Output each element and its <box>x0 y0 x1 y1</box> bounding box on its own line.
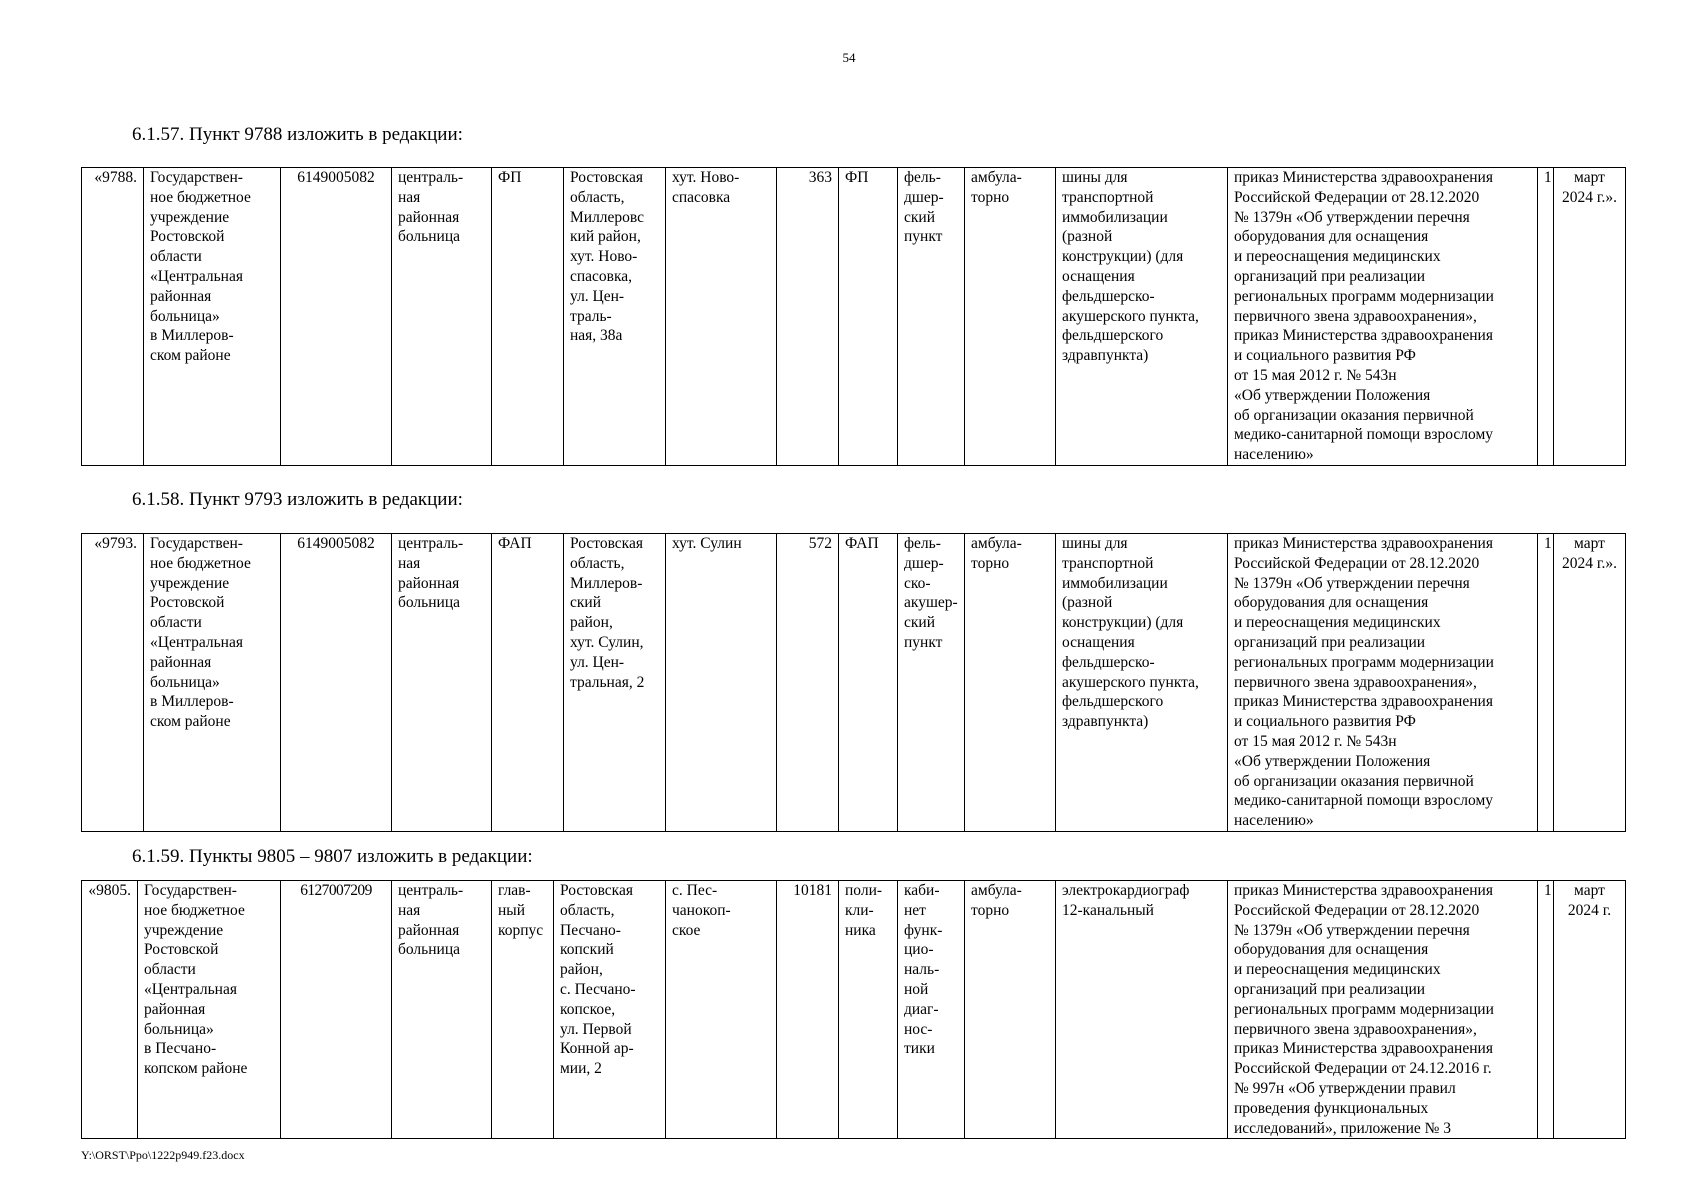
organization-type: централь- ная районная больница <box>392 534 492 832</box>
equipment: электрокардиограф 12-канальный <box>1056 881 1228 1139</box>
structural-unit: глав- ный корпус <box>492 881 554 1139</box>
address: Ростовская область, Песчано- копский район, с. Песчано- копское, ул. Первой Конной ар- мии, 2 <box>554 881 666 1139</box>
address: Ростовская область, Миллеров- ский район, хут. Сулин, ул. Цен- тральная, 2 <box>564 534 666 832</box>
due-date: март 2024 г.». <box>1554 168 1626 466</box>
settlement: хут. Ново- спасовка <box>666 168 777 466</box>
unit-short: ФАП <box>839 534 898 832</box>
equipment: шины для транспортной иммобилизации (разной конструкции) (для оснащения фельдшерско- акушерского пункта, фельдшерского здравпункта) <box>1056 534 1228 832</box>
division: фель- дшер- ско- акушер- ский пункт <box>898 534 965 832</box>
inn-value: 6127007209 <box>281 881 392 1139</box>
register-table <box>81 880 1626 1139</box>
register-table <box>81 533 1626 832</box>
capacity: 572 <box>777 534 839 832</box>
address: Ростовская область, Миллеровс кий район, хут. Ново- спасовка, ул. Цен- траль- ная, 38а <box>564 168 666 466</box>
unit-short: поли- кли- ника <box>839 881 898 1139</box>
legal-basis: приказ Министерства здравоохранения Российской Федерации от 28.12.2020 № 1379н «Об утверждении перечня оборудования для оснащения и переоснащения медицинских организаций при реализации региональных программ модернизации первичного звена здравоохранения», приказ Министерства здравоохранения Российской Федерации от 24.12.2016 г. № 997н «Об утверждении правил проведения функциональных исследований», приложение № 3 <box>1228 881 1538 1139</box>
division: каби- нет функ- цио- наль- ной диаг- нос- тики <box>898 881 965 1139</box>
table-row <box>82 534 1626 832</box>
settlement: с. Пес- чанокоп- ское <box>666 881 777 1139</box>
inn-value: 6149005082 <box>281 168 392 466</box>
quantity: 1 <box>1538 168 1554 466</box>
organization-name: Государствен- ное бюджетное учреждение Ростовской области «Центральная районная больница» в Песчано- копском районе <box>138 881 281 1139</box>
capacity: 363 <box>777 168 839 466</box>
equipment: шины для транспортной иммобилизации (разной конструкции) (для оснащения фельдшерско- акушерского пункта, фельдшерского здравпункта) <box>1056 168 1228 466</box>
table-row <box>82 881 1626 1139</box>
table-row <box>82 168 1626 466</box>
division: фель- дшер- ский пункт <box>898 168 965 466</box>
care-type: амбула- торно <box>965 534 1056 832</box>
structural-unit: ФП <box>492 168 564 466</box>
register-table <box>81 167 1626 466</box>
quantity: 1 <box>1538 881 1554 1139</box>
structural-unit: ФАП <box>492 534 564 832</box>
row-number: «9805. <box>82 881 138 1139</box>
care-type: амбула- торно <box>965 168 1056 466</box>
organization-type: централь- ная районная больница <box>392 881 492 1139</box>
legal-basis: приказ Министерства здравоохранения Российской Федерации от 28.12.2020 № 1379н «Об утверждении перечня оборудования для оснащения и переоснащения медицинских организаций при реализации региональных программ модернизации первичного звена здравоохранения», приказ Министерства здравоохранения и социального развития РФ от 15 мая 2012 г. № 543н «Об утверждении Положения об организации оказания первичной медико-санитарной помощи взрослому населению» <box>1228 534 1538 832</box>
section-heading: 6.1.58. Пункт 9793 изложить в редакции: <box>132 489 463 510</box>
organization-name: Государствен- ное бюджетное учреждение Ростовской области «Центральная районная больница» в Миллеров- ском районе <box>144 168 281 466</box>
page-number: 54 <box>842 50 856 65</box>
section-heading: 6.1.57. Пункт 9788 изложить в редакции: <box>132 124 463 145</box>
legal-basis: приказ Министерства здравоохранения Российской Федерации от 28.12.2020 № 1379н «Об утверждении перечня оборудования для оснащения и переоснащения медицинских организаций при реализации региональных программ модернизации первичного звена здравоохранения», приказ Министерства здравоохранения и социального развития РФ от 15 мая 2012 г. № 543н «Об утверждении Положения об организации оказания первичной медико-санитарной помощи взрослому населению» <box>1228 168 1538 466</box>
due-date: март 2024 г.». <box>1554 534 1626 832</box>
quantity: 1 <box>1538 534 1554 832</box>
due-date: март 2024 г. <box>1554 881 1626 1139</box>
inn-value: 6149005082 <box>281 534 392 832</box>
unit-short: ФП <box>839 168 898 466</box>
organization-type: централь- ная районная больница <box>392 168 492 466</box>
row-number: «9793. <box>82 534 144 832</box>
care-type: амбула- торно <box>965 881 1056 1139</box>
file-path-footer: Y:\ORST\Ppo\1222p949.f23.docx <box>81 1148 245 1162</box>
settlement: хут. Сулин <box>666 534 777 832</box>
section-heading: 6.1.59. Пункты 9805 – 9807 изложить в редакции: <box>132 846 533 867</box>
organization-name: Государствен- ное бюджетное учреждение Ростовской области «Центральная районная больница» в Миллеров- ском районе <box>144 534 281 832</box>
row-number: «9788. <box>82 168 144 466</box>
capacity: 10181 <box>777 881 839 1139</box>
